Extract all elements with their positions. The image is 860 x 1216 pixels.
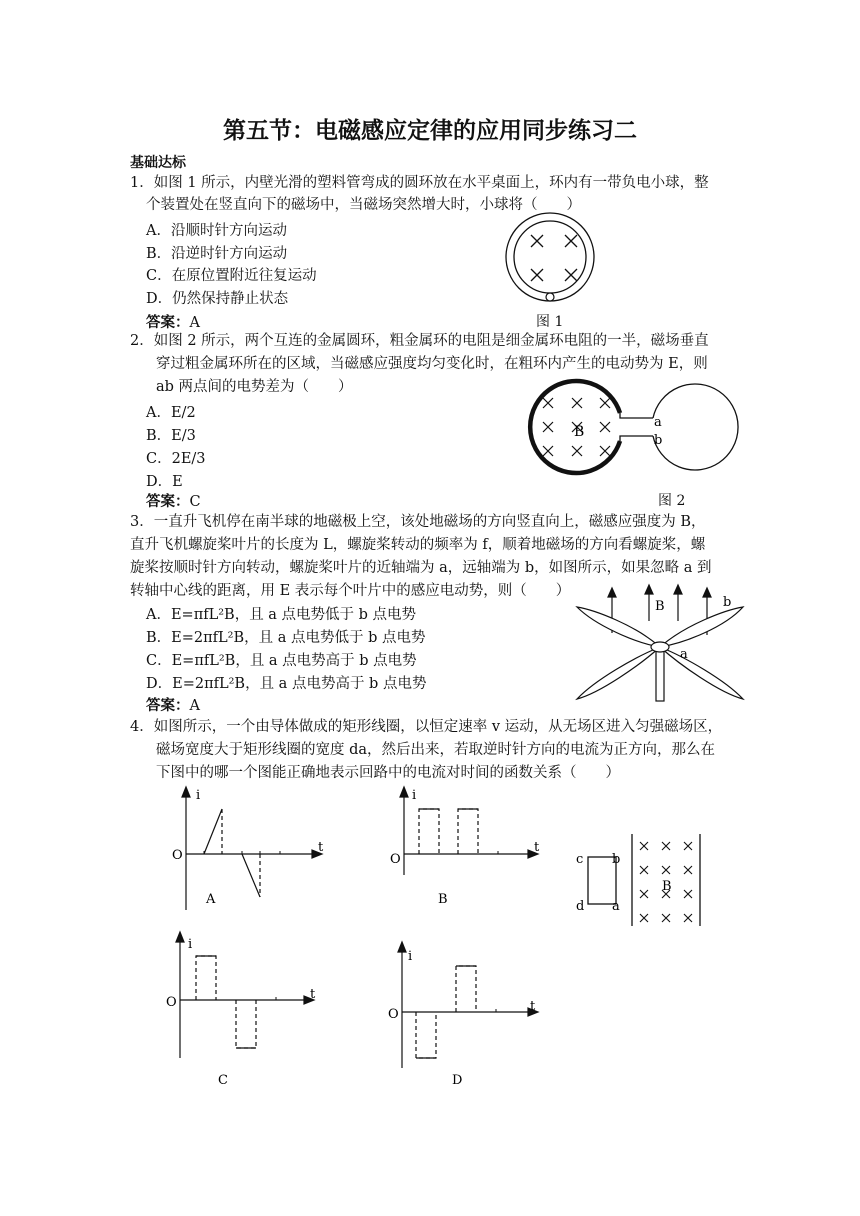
q1-option-c: C．在原位置附近往复运动 <box>146 268 317 284</box>
q3-option-c: C．E=πfL²B，且 a 点电势高于 b 点电势 <box>146 653 417 669</box>
page-title: 第五节：电磁感应定律的应用同步练习二 <box>223 117 637 144</box>
q3-option-a: A．E=πfL²B，且 a 点电势低于 b 点电势 <box>146 607 417 623</box>
graph-b-label: B <box>438 892 448 907</box>
graph-d-origin: O <box>388 1007 399 1022</box>
coil-corner-c: c <box>576 852 584 867</box>
q3-option-b: B．E=2πfL²B，且 a 点电势低于 b 点电势 <box>146 630 426 646</box>
graph-a-y-label: i <box>196 788 201 803</box>
graph-c-x-label: t <box>310 987 316 1002</box>
q4-graph-d <box>384 940 554 1090</box>
q3-line-3: 旋桨按顺时针方向转动，螺旋桨叶片的近轴端为 a，远轴端为 b，如图所示，如果忽略 a 到 <box>130 560 712 576</box>
q1-line-2: 个装置处在竖直向下的磁场中，当磁场突然增大时，小球将（ ） <box>146 197 581 213</box>
graph-d-x-label: t <box>530 999 536 1014</box>
q2-option-d: D．E <box>146 474 183 490</box>
graph-a-x-label: t <box>318 840 324 855</box>
q2-point-b-label: b <box>654 433 663 448</box>
q2-rings-figure <box>530 380 730 480</box>
section-heading: 基础达标 <box>130 155 186 171</box>
q1-figure-caption: 图 1 <box>536 314 564 330</box>
graph-a-label: A <box>206 892 216 907</box>
graph-c-y-label: i <box>188 937 193 952</box>
q2-answer: 答案：C <box>146 493 201 510</box>
q1-option-d: D．仍然保持静止状态 <box>146 291 289 307</box>
graph-d-label: D <box>452 1073 463 1088</box>
q3-line-1: 3．一直升飞机停在南半球的地磁极上空，该处地磁场的方向竖直向上，磁感应强度为 B， <box>130 514 706 530</box>
graph-d-y-label: i <box>408 949 413 964</box>
q4-coil-figure <box>572 830 712 930</box>
q1-option-b: B．沿逆时针方向运动 <box>146 246 288 262</box>
coil-field-label: B <box>662 879 672 894</box>
q3-propeller-figure <box>575 585 745 705</box>
q4-graph-a <box>168 785 328 915</box>
q2-option-c: C．2E/3 <box>146 451 206 467</box>
q4-line-3: 下图中的哪一个图能正确地表示回路中的电流对时间的函数关系（ ） <box>156 765 620 781</box>
charged-ball <box>546 293 554 301</box>
q2-field-label: B <box>574 424 585 440</box>
rotor-shaft <box>656 649 664 701</box>
q2-line-1: 2．如图 2 所示，两个互连的金属圆环，粗金属环的电阻是细金属环电阻的一半，磁场垂直 <box>130 333 709 349</box>
graph-b-x-label: t <box>534 840 540 855</box>
q3-option-d: D．E=2πfL²B，且 a 点电势高于 b 点电势 <box>146 676 427 692</box>
q4-graph-c <box>160 930 330 1090</box>
q4-graph-b <box>386 785 546 915</box>
q3-line-4: 转轴中心线的距离，用 E 表示每个叶片中的感应电动势，则（ ） <box>130 583 571 599</box>
graph-c-origin: O <box>166 995 177 1010</box>
rotor-hub <box>651 642 669 652</box>
q3-field-label: B <box>655 599 665 614</box>
q2-line-2: 穿过粗金属环所在的区域，当磁感应强度均匀变化时，在粗环内产生的电动势为 E，则 <box>156 356 708 372</box>
q1-answer: 答案：A <box>146 314 200 331</box>
q2-option-b: B．E/3 <box>146 428 196 444</box>
q1-option-a: A．沿顺时针方向运动 <box>146 223 287 239</box>
q2-option-a: A．E/2 <box>146 405 196 421</box>
q3-point-a-label: a <box>680 647 688 662</box>
q3-answer: 答案：A <box>146 697 200 714</box>
q4-line-2: 磁场宽度大于矩形线圈的宽度 da，然后出来，若取逆时针方向的电流为正方向，那么在 <box>156 742 716 758</box>
graph-c-label: C <box>218 1073 228 1088</box>
graph-a-origin: O <box>172 848 183 863</box>
magnetic-field-cross-marks <box>531 235 577 281</box>
q1-line-1: 1．如图 1 所示，内壁光滑的塑料管弯成的圆环放在水平桌面上，环内有一带负电小球，整 <box>130 175 709 191</box>
coil-corner-d: d <box>576 899 585 914</box>
coil-corner-a: a <box>612 899 620 914</box>
q4-line-1: 4．如图所示，一个由导体做成的矩形线圈，以恒定速率 v 运动，从无场区进入匀强磁场区， <box>130 719 723 735</box>
graph-b-y-label: i <box>412 788 417 803</box>
q3-line-2: 直升飞机螺旋桨叶片的长度为 L，螺旋桨转动的频率为 f，顺着地磁场的方向看螺旋桨，螺 <box>130 537 706 553</box>
q3-point-b-label: b <box>723 595 732 610</box>
q1-ring-figure <box>505 211 595 307</box>
q2-line-3: ab 两点间的电势差为（ ） <box>156 379 353 395</box>
coil-corner-b: b <box>612 852 621 867</box>
q2-point-a-label: a <box>654 415 662 430</box>
q2-figure-caption: 图 2 <box>658 493 686 509</box>
graph-b-origin: O <box>390 852 401 867</box>
